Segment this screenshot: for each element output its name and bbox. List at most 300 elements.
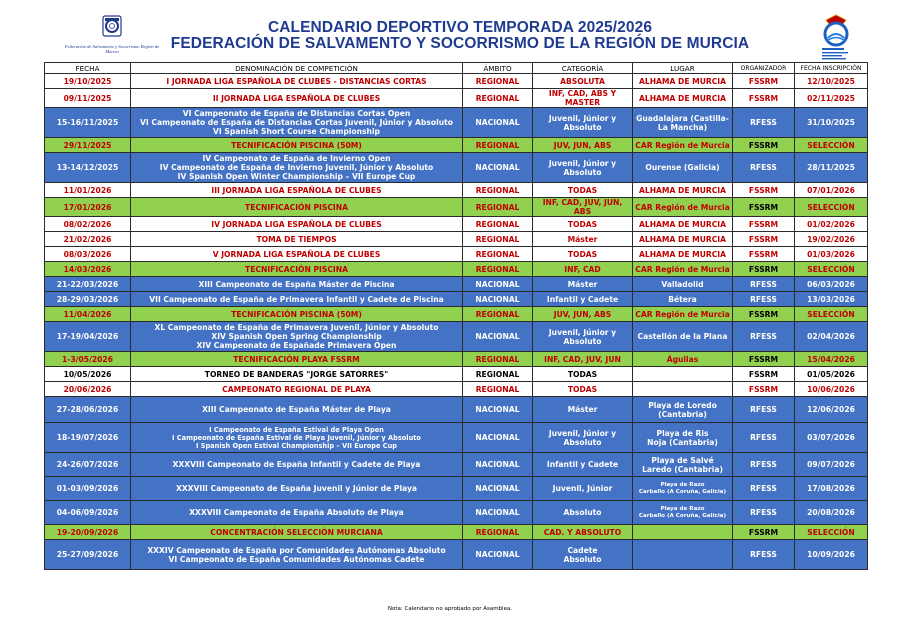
cell-ambito: REGIONAL xyxy=(463,198,533,217)
cell-denominacion xyxy=(131,247,463,262)
cell-fecha: 10/05/2026 xyxy=(45,367,131,382)
cell-lugar xyxy=(633,108,733,138)
cell-denominacion-line: XIV Spanish Open Spring Championship xyxy=(211,332,382,341)
table-header xyxy=(45,63,868,74)
cell-lugar xyxy=(633,292,733,307)
cell-denominacion xyxy=(131,397,463,423)
cell-fecha-inscripcion: 28/11/2025 xyxy=(795,153,868,183)
cell-denominacion-line: XXXVIII Campeonato de España Absoluto de Playa xyxy=(189,508,404,517)
cell-fecha: 08/03/2026 xyxy=(45,247,131,262)
table-row xyxy=(45,322,868,352)
cell-lugar-line: Playa de Razo xyxy=(660,505,705,512)
cell-fecha: 18-19/07/2026 xyxy=(45,423,131,453)
cell-categoria xyxy=(533,153,633,183)
col-header-fecha: FECHA xyxy=(45,63,131,74)
federation-logo-text: Federación de Salvamento y Socorrismo Región de Murcia xyxy=(64,44,160,55)
cell-fecha-inscripcion: 15/04/2026 xyxy=(795,352,868,367)
cell-fecha: 25-27/09/2026 xyxy=(45,540,131,570)
cell-categoria xyxy=(533,367,633,382)
cell-lugar-line: Guadalajara (Castilla- xyxy=(636,113,729,123)
cell-denominacion-line: TECNIFICACIÓN PISCINA (50M) xyxy=(231,140,362,150)
cell-lugar xyxy=(633,477,733,501)
cell-fecha-inscripcion: 01/03/2026 xyxy=(795,247,868,262)
cell-lugar-line: La Mancha) xyxy=(657,122,708,132)
cell-denominacion xyxy=(131,382,463,397)
cell-categoria-line: JUV, JUN, ABS xyxy=(553,309,612,319)
cell-lugar xyxy=(633,247,733,262)
cell-fecha-inscripcion: 06/03/2026 xyxy=(795,277,868,292)
cell-denominacion-line: IV Campeonato de España de Invierno Juvenil, Júnior y Absoluto xyxy=(159,163,434,172)
cell-ambito: NACIONAL xyxy=(463,397,533,423)
cell-lugar xyxy=(633,501,733,525)
table-row xyxy=(45,367,868,382)
col-header-denominacion: DENOMINACIÓN DE COMPETICIÓN xyxy=(131,63,463,74)
cell-categoria-line: Juvenil, Júnior y xyxy=(548,158,617,168)
cell-organizador: FSSRM xyxy=(733,217,795,232)
cell-fecha: 11/04/2026 xyxy=(45,307,131,322)
table-row xyxy=(45,262,868,277)
cell-lugar xyxy=(633,232,733,247)
cell-fecha-inscripcion: 10/09/2026 xyxy=(795,540,868,570)
table-row xyxy=(45,477,868,501)
page-subtitle: FEDERACIÓN DE SALVAMENTO Y SOCORRISMO DE LA REGIÓN DE MURCIA xyxy=(170,35,750,52)
cell-ambito: REGIONAL xyxy=(463,367,533,382)
cell-organizador: RFESS xyxy=(733,540,795,570)
cell-denominacion xyxy=(131,217,463,232)
cell-denominacion xyxy=(131,138,463,153)
cell-lugar xyxy=(633,198,733,217)
cell-lugar xyxy=(633,74,733,89)
cell-denominacion xyxy=(131,89,463,108)
cell-organizador: FSSRM xyxy=(733,74,795,89)
cell-categoria-line: TODAS xyxy=(567,249,598,259)
cell-denominacion-line: XXXVIII Campeonato de España Juvenil y Júnior de Playa xyxy=(175,484,418,493)
cell-lugar-line: Carballo (A Coruña, Galicia) xyxy=(638,512,727,519)
cell-categoria-line: Infantil y Cadete xyxy=(546,460,619,469)
table-row xyxy=(45,307,868,322)
cell-lugar xyxy=(633,397,733,423)
table-row xyxy=(45,352,868,367)
cell-lugar xyxy=(633,277,733,292)
table-row xyxy=(45,153,868,183)
cell-denominacion-line: I Spanish Open Estival Championship – VII Europe Cup xyxy=(195,441,398,450)
cell-denominacion xyxy=(131,153,463,183)
cell-denominacion-line: XXXVIII Campeonato de España Infantil y Cadete de Playa xyxy=(172,460,421,469)
cell-denominacion xyxy=(131,423,463,453)
cell-lugar xyxy=(633,322,733,352)
cell-denominacion-line: I Campeonato de España Estival de Playa Juvenil, Júnior y Absoluto xyxy=(172,433,421,442)
table-row xyxy=(45,453,868,477)
cell-lugar-line: ALHAMA DE MURCIA xyxy=(638,219,726,229)
cell-categoria xyxy=(533,108,633,138)
cell-categoria-line: TODAS xyxy=(567,185,598,195)
cell-ambito: NACIONAL xyxy=(463,453,533,477)
cell-lugar-line: Carballo (A Coruña, Galicia) xyxy=(638,488,727,495)
cell-fecha-inscripcion: 13/03/2026 xyxy=(795,292,868,307)
cell-categoria xyxy=(533,397,633,423)
cell-fecha: 15-16/11/2025 xyxy=(45,108,131,138)
cell-lugar-line: Valladolid xyxy=(661,279,704,289)
cell-fecha-inscripcion: 02/04/2026 xyxy=(795,322,868,352)
cell-fecha-inscripcion: 01/05/2026 xyxy=(795,367,868,382)
cell-denominacion-line: XL Campeonato de España de Primavera Juvenil, Júnior y Absoluto xyxy=(154,323,439,332)
cell-ambito: REGIONAL xyxy=(463,232,533,247)
cell-denominacion-line: XIV Campeonato de Españade Primavera Open xyxy=(196,341,397,350)
cell-ambito: REGIONAL xyxy=(463,247,533,262)
cell-lugar-line: CAR Región de Murcia xyxy=(635,202,730,212)
cell-ambito: NACIONAL xyxy=(463,423,533,453)
cell-categoria-line: Máster xyxy=(567,405,598,414)
cell-fecha-inscripcion: SELECCIÓN xyxy=(795,307,868,322)
cell-lugar xyxy=(633,217,733,232)
page-title: CALENDARIO DEPORTIVO TEMPORADA 2025/2026 xyxy=(267,19,653,36)
cell-categoria xyxy=(533,501,633,525)
cell-fecha: 28-29/03/2026 xyxy=(45,292,131,307)
cell-denominacion-line: TECNIFICACIÓN PLAYA FSSRM xyxy=(233,354,360,364)
cell-denominacion-line: CONCENTRACIÓN SELECCIÓN MURCIANA xyxy=(210,527,383,537)
cell-fecha: 24-26/07/2026 xyxy=(45,453,131,477)
cell-categoria-line: INF, CAD, JUV, JUN xyxy=(544,354,621,364)
table-row xyxy=(45,292,868,307)
cell-categoria xyxy=(533,138,633,153)
cell-organizador: FSSRM xyxy=(733,138,795,153)
cell-ambito: REGIONAL xyxy=(463,352,533,367)
cell-denominacion-line: TECNIFICACIÓN PISCINA xyxy=(245,264,348,274)
col-header-ambito: ÁMBITO xyxy=(463,63,533,74)
cell-categoria xyxy=(533,540,633,570)
rfess-crest-icon xyxy=(812,12,860,64)
cell-denominacion-line: TECNIFICACIÓN PISCINA xyxy=(245,202,348,212)
cell-denominacion xyxy=(131,74,463,89)
cell-ambito: REGIONAL xyxy=(463,183,533,198)
cell-denominacion xyxy=(131,262,463,277)
cell-denominacion xyxy=(131,322,463,352)
table-row xyxy=(45,74,868,89)
cell-fecha: 19/10/2025 xyxy=(45,74,131,89)
calendar-table xyxy=(44,62,868,570)
cell-fecha: 17-19/04/2026 xyxy=(45,322,131,352)
cell-denominacion xyxy=(131,108,463,138)
cell-ambito: REGIONAL xyxy=(463,382,533,397)
cell-categoria-line: Absoluto xyxy=(563,167,602,177)
cell-categoria xyxy=(533,352,633,367)
cell-organizador: FSSRM xyxy=(733,247,795,262)
cell-denominacion-line: XXXIV Campeonato de España por Comunidades Autónomas Absoluto xyxy=(147,545,446,555)
cell-denominacion xyxy=(131,501,463,525)
cell-categoria-line: Máster xyxy=(567,234,598,244)
cell-organizador: RFESS xyxy=(733,423,795,453)
cell-lugar-line: Playa de Loredo xyxy=(648,400,717,410)
cell-fecha: 27-28/06/2026 xyxy=(45,397,131,423)
cell-lugar-line: Noja (Cantabria) xyxy=(647,437,718,447)
cell-fecha: 29/11/2025 xyxy=(45,138,131,153)
cell-denominacion xyxy=(131,352,463,367)
cell-lugar-line: ALHAMA DE MURCIA xyxy=(638,185,726,195)
cell-denominacion-line: VI Campeonato de España de Distancias Cortas Open xyxy=(182,109,411,118)
table-row xyxy=(45,138,868,153)
cell-categoria-line: Juvenil, Júnior xyxy=(552,484,613,493)
cell-fecha: 14/03/2026 xyxy=(45,262,131,277)
cell-denominacion-line: XIII Campeonato de España Máster de Piscina xyxy=(198,279,395,289)
cell-categoria-line: CAD. Y ABSOLUTO xyxy=(543,527,622,537)
cell-categoria-line: Juvenil, Júnior y xyxy=(548,428,617,438)
cell-denominacion-line: IV Spanish Open Winter Championship – VII Europe Cup xyxy=(177,172,416,181)
rfess-logo xyxy=(812,12,860,64)
table-row xyxy=(45,397,868,423)
cell-ambito: REGIONAL xyxy=(463,217,533,232)
cell-ambito: NACIONAL xyxy=(463,277,533,292)
cell-lugar-line: Playa de Salvé xyxy=(651,455,714,465)
cell-categoria xyxy=(533,217,633,232)
cell-ambito: NACIONAL xyxy=(463,477,533,501)
table-row xyxy=(45,382,868,397)
federation-logo xyxy=(62,14,162,60)
cell-categoria-line: Cadete xyxy=(567,545,598,555)
cell-categoria-line: TODAS xyxy=(567,369,598,379)
cell-ambito: REGIONAL xyxy=(463,74,533,89)
cell-organizador: RFESS xyxy=(733,322,795,352)
cell-lugar xyxy=(633,307,733,322)
cell-ambito: REGIONAL xyxy=(463,525,533,540)
cell-categoria-line: Máster xyxy=(567,279,598,289)
cell-lugar xyxy=(633,525,733,540)
cell-lugar xyxy=(633,183,733,198)
cell-fecha: 01-03/09/2026 xyxy=(45,477,131,501)
cell-ambito: NACIONAL xyxy=(463,292,533,307)
cell-denominacion xyxy=(131,292,463,307)
cell-organizador: FSSRM xyxy=(733,262,795,277)
cell-fecha-inscripcion: 19/02/2026 xyxy=(795,232,868,247)
cell-lugar-line: ALHAMA DE MURCIA xyxy=(638,76,726,86)
cell-fecha-inscripcion: 20/08/2026 xyxy=(795,501,868,525)
cell-denominacion-line: IV JORNADA LIGA ESPAÑOLA DE CLUBES xyxy=(211,219,382,229)
cell-organizador: RFESS xyxy=(733,108,795,138)
cell-organizador: RFESS xyxy=(733,292,795,307)
cell-fecha-inscripcion: SELECCIÓN xyxy=(795,198,868,217)
cell-categoria xyxy=(533,322,633,352)
cell-organizador: FSSRM xyxy=(733,352,795,367)
cell-fecha-inscripcion: 10/06/2026 xyxy=(795,382,868,397)
cell-denominacion xyxy=(131,453,463,477)
cell-organizador: FSSRM xyxy=(733,198,795,217)
table-row xyxy=(45,247,868,262)
cell-categoria-line: TODAS xyxy=(567,219,598,229)
cell-denominacion-line: VI Campeonato de España de Distancias Cortas Juvenil, Júnior y Absoluto xyxy=(140,118,453,127)
table-row xyxy=(45,183,868,198)
table-row xyxy=(45,108,868,138)
cell-organizador: RFESS xyxy=(733,501,795,525)
cell-ambito: NACIONAL xyxy=(463,153,533,183)
cell-denominacion-line: IV Campeonato de España de Invierno Open xyxy=(202,154,391,163)
cell-organizador: FSSRM xyxy=(733,89,795,108)
cell-fecha-inscripcion: SELECCIÓN xyxy=(795,525,868,540)
cell-fecha: 04-06/09/2026 xyxy=(45,501,131,525)
cell-lugar-line: (Cantabria) xyxy=(658,409,707,419)
cell-ambito: NACIONAL xyxy=(463,501,533,525)
cell-categoria-line: TODAS xyxy=(567,384,598,394)
cell-denominacion-line: VI Campeonato de España Comunidades Autónomas Cadete xyxy=(168,554,425,564)
cell-categoria-line: Absoluto xyxy=(563,122,602,132)
col-header-organizador: ORGANIZADOR xyxy=(733,63,795,74)
cell-categoria-line: Absoluto xyxy=(563,508,602,517)
cell-lugar xyxy=(633,89,733,108)
cell-organizador: RFESS xyxy=(733,477,795,501)
cell-fecha-inscripcion: 31/10/2025 xyxy=(795,108,868,138)
cell-categoria-line: Juvenil, Júnior y xyxy=(548,327,617,337)
cell-denominacion-line: TECNIFICACIÓN PISCINA (50M) xyxy=(231,309,362,319)
cell-fecha-inscripcion: 12/10/2025 xyxy=(795,74,868,89)
cell-categoria-line: Absoluto xyxy=(563,336,602,346)
cell-ambito: REGIONAL xyxy=(463,262,533,277)
cell-organizador: FSSRM xyxy=(733,367,795,382)
cell-categoria-line: Absoluto xyxy=(563,554,602,564)
cell-denominacion xyxy=(131,232,463,247)
cell-denominacion-line: TORNEO DE BANDERAS "JORGE SATORRES" xyxy=(204,369,389,379)
cell-ambito: NACIONAL xyxy=(463,108,533,138)
cell-fecha: 11/01/2026 xyxy=(45,183,131,198)
cell-categoria-line: ABSOLUTA xyxy=(560,76,605,86)
table-row xyxy=(45,232,868,247)
cell-denominacion-line: VII Campeonato de España de Primavera Infantil y Cadete de Piscina xyxy=(149,294,444,304)
cell-lugar xyxy=(633,153,733,183)
cell-categoria xyxy=(533,525,633,540)
cell-categoria xyxy=(533,198,633,217)
cell-lugar-line: Águilas xyxy=(666,354,699,364)
cell-lugar xyxy=(633,352,733,367)
cell-organizador: RFESS xyxy=(733,397,795,423)
cell-categoria xyxy=(533,477,633,501)
cell-lugar-line: Playa de Razo xyxy=(660,481,705,488)
cell-categoria xyxy=(533,74,633,89)
cell-lugar xyxy=(633,453,733,477)
table-row xyxy=(45,89,868,108)
cell-categoria-line: INF, CAD xyxy=(564,264,601,274)
cell-ambito: NACIONAL xyxy=(463,540,533,570)
cell-lugar-line: Castellón de la Plana xyxy=(637,332,728,341)
cell-fecha: 21/02/2026 xyxy=(45,232,131,247)
cell-fecha-inscripcion: SELECCIÓN xyxy=(795,262,868,277)
cell-lugar-line: CAR Región de Murcia xyxy=(635,309,730,319)
cell-categoria xyxy=(533,277,633,292)
cell-organizador: FSSRM xyxy=(733,525,795,540)
cell-lugar xyxy=(633,138,733,153)
lifebuoy-emblem-icon xyxy=(100,14,124,40)
cell-categoria-line: Infantil y Cadete xyxy=(546,294,619,304)
cell-fecha-inscripcion: 02/11/2025 xyxy=(795,89,868,108)
cell-lugar-line: Laredo (Cantabria) xyxy=(642,464,723,474)
cell-organizador: RFESS xyxy=(733,153,795,183)
cell-lugar-line: ALHAMA DE MURCIA xyxy=(638,249,726,259)
cell-fecha: 08/02/2026 xyxy=(45,217,131,232)
cell-fecha-inscripcion: 01/02/2026 xyxy=(795,217,868,232)
cell-lugar-line: CAR Región de Murcia xyxy=(635,264,730,274)
cell-denominacion-line: III JORNADA LIGA ESPAÑOLA DE CLUBES xyxy=(211,185,382,195)
cell-lugar-line: ALHAMA DE MURCIA xyxy=(638,234,726,244)
cell-categoria xyxy=(533,382,633,397)
cell-fecha: 19-20/09/2026 xyxy=(45,525,131,540)
cell-organizador: FSSRM xyxy=(733,382,795,397)
cell-lugar-line: Bétera xyxy=(668,294,697,304)
table-row xyxy=(45,217,868,232)
cell-categoria xyxy=(533,423,633,453)
cell-denominacion-line: TOMA DE TIEMPOS xyxy=(256,234,337,244)
footer-note: Nota: Calendario no aprobado por Asamblea. xyxy=(387,606,513,612)
cell-lugar-line: ALHAMA DE MURCIA xyxy=(638,93,726,103)
cell-ambito: REGIONAL xyxy=(463,89,533,108)
cell-ambito: REGIONAL xyxy=(463,307,533,322)
cell-denominacion xyxy=(131,477,463,501)
cell-categoria xyxy=(533,262,633,277)
cell-lugar xyxy=(633,367,733,382)
cell-fecha: 1-3/05/2026 xyxy=(45,352,131,367)
cell-categoria-line: JUV, JUN, ABS xyxy=(553,140,612,150)
table-row xyxy=(45,277,868,292)
cell-categoria-line: INF, CAD, ABS Y MASTER xyxy=(548,89,617,107)
table-row xyxy=(45,525,868,540)
cell-categoria xyxy=(533,292,633,307)
cell-denominacion-line: I JORNADA LIGA ESPAÑOLA DE CLUBES - DISTANCIAS CORTAS xyxy=(166,76,427,86)
cell-ambito: NACIONAL xyxy=(463,322,533,352)
cell-categoria-line: INF, CAD, JUV, JUN, ABS xyxy=(542,198,623,216)
table-row xyxy=(45,540,868,570)
cell-fecha-inscripcion: SELECCIÓN xyxy=(795,138,868,153)
cell-denominacion-line: CAMPEONATO REGIONAL DE PLAYA xyxy=(222,384,371,394)
cell-denominacion xyxy=(131,525,463,540)
cell-fecha: 09/11/2025 xyxy=(45,89,131,108)
cell-lugar-line: Ourense (Galicia) xyxy=(645,163,720,172)
cell-denominacion xyxy=(131,367,463,382)
cell-organizador: FSSRM xyxy=(733,183,795,198)
table-row xyxy=(45,198,868,217)
cell-fecha-inscripcion: 07/01/2026 xyxy=(795,183,868,198)
cell-categoria-line: Absoluto xyxy=(563,437,602,447)
cell-denominacion xyxy=(131,198,463,217)
cell-fecha-inscripcion: 09/07/2026 xyxy=(795,453,868,477)
cell-denominacion-line: XIII Campeonato de España Máster de Playa xyxy=(202,405,391,414)
cell-categoria xyxy=(533,89,633,108)
cell-fecha: 20/06/2026 xyxy=(45,382,131,397)
cell-denominacion xyxy=(131,183,463,198)
cell-categoria-line: Juvenil, Júnior y xyxy=(548,113,617,123)
cell-organizador: RFESS xyxy=(733,453,795,477)
cell-denominacion xyxy=(131,307,463,322)
cell-ambito: REGIONAL xyxy=(463,138,533,153)
cell-lugar xyxy=(633,423,733,453)
cell-organizador: FSSRM xyxy=(733,232,795,247)
cell-denominacion-line: II JORNADA LIGA ESPAÑOLA DE CLUBES xyxy=(212,93,381,103)
cell-lugar xyxy=(633,382,733,397)
table-row xyxy=(45,423,868,453)
cell-organizador: RFESS xyxy=(733,277,795,292)
cell-categoria xyxy=(533,232,633,247)
cell-fecha: 21-22/03/2026 xyxy=(45,277,131,292)
cell-categoria xyxy=(533,453,633,477)
cell-denominacion xyxy=(131,277,463,292)
col-header-lugar: LUGAR xyxy=(633,63,733,74)
cell-lugar-line: CAR Región de Murcia xyxy=(635,140,730,150)
cell-categoria xyxy=(533,307,633,322)
col-header-categoria: CATEGORÍA xyxy=(533,63,633,74)
cell-lugar xyxy=(633,262,733,277)
cell-denominacion xyxy=(131,540,463,570)
cell-categoria xyxy=(533,183,633,198)
cell-fecha-inscripcion: 17/08/2026 xyxy=(795,477,868,501)
cell-denominacion-line: I Campeonato de España Estival de Playa Open xyxy=(209,425,384,434)
col-header-fecha-inscripcion: FECHA INSCRIPCIÓN xyxy=(795,63,868,74)
cell-organizador: FSSRM xyxy=(733,307,795,322)
cell-fecha-inscripcion: 12/06/2026 xyxy=(795,397,868,423)
cell-fecha: 13-14/12/2025 xyxy=(45,153,131,183)
